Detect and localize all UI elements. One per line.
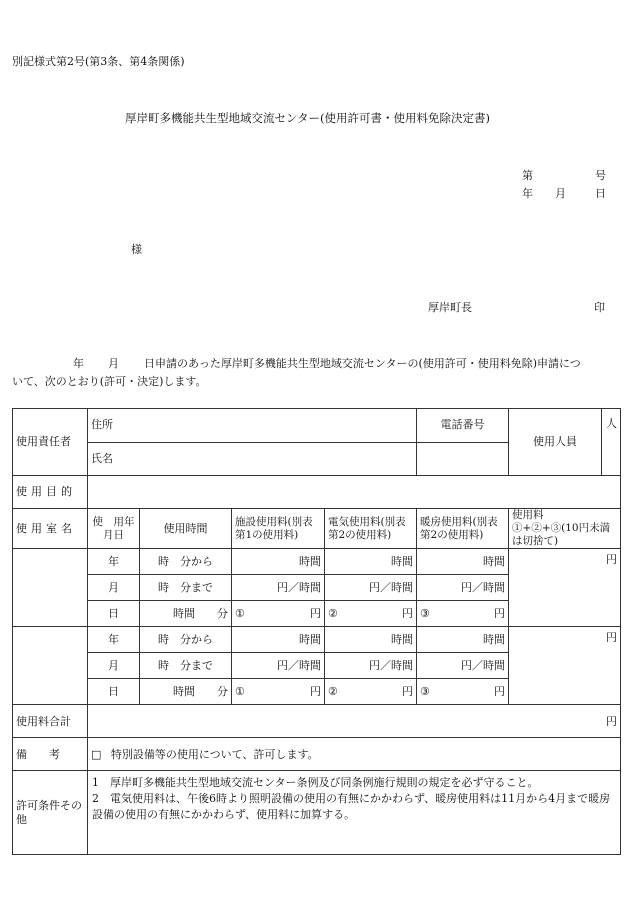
- condition-1: 1 厚岸町多機能共生型地域交流センター条例及び同条例施行規則の規定を必ず守ること。: [92, 776, 539, 790]
- electric-fee-yen-1: 円: [402, 607, 414, 620]
- total-label: 使用料合計: [13, 705, 88, 738]
- purpose-value[interactable]: [88, 476, 621, 509]
- facility-rate-2: 円／時間: [232, 653, 325, 679]
- total-fee-header: 使用料 ①+②+③(10円未満は切捨て): [509, 509, 621, 549]
- electric-fee-header: 電気使用料(別表第2の使用料): [325, 509, 417, 549]
- circle-2-label: ②: [328, 685, 338, 698]
- room-name-2[interactable]: [13, 627, 88, 705]
- seal-mark: 印: [594, 301, 605, 314]
- responsible-label: 使用責任者: [13, 409, 88, 476]
- users-unit: 人: [606, 417, 618, 430]
- intro-line1: 日申請のあった厚岸町多機能共生型地域交流センターの(使用許可・使用料免除)申請につ: [144, 357, 581, 370]
- remarks-label: 備 考: [13, 738, 88, 771]
- electric-hours-2: 時間: [325, 627, 417, 653]
- date-year-2: 年: [88, 627, 140, 653]
- heating-rate-1: 円／時間: [417, 575, 509, 601]
- time-duration-2: 時間 分: [140, 679, 232, 705]
- time-to-2: 時 分まで: [140, 653, 232, 679]
- condition-2: 2 電気使用料は、午後6時より照明設備の使用の有無にかかわらず、暖房使用料は11月から4月まで暖房設備の使用の有無にかかわらず、使用料に加算する。: [92, 792, 611, 822]
- address-value[interactable]: [140, 409, 417, 443]
- facility-fee-yen-1: 円: [310, 607, 321, 620]
- electric-hours-1: 時間: [325, 549, 417, 575]
- heating-fee-header: 暖房使用料(別表第2の使用料): [417, 509, 509, 549]
- facility-rate-1: 円／時間: [232, 575, 325, 601]
- circle-3-label: ③: [420, 685, 430, 698]
- heating-fee-yen-1: 円: [494, 607, 506, 620]
- issuer: 厚岸町長: [428, 301, 472, 314]
- electric-rate-1: 円／時間: [325, 575, 417, 601]
- circle-2-label: ②: [328, 607, 338, 620]
- address-label: 住所: [88, 409, 140, 443]
- date-month-2: 月: [88, 653, 140, 679]
- number-dai: 第: [522, 169, 533, 182]
- room-label: 使用室名: [13, 509, 88, 549]
- time-header: 使用時間: [140, 509, 232, 549]
- time-duration-1: 時間 分: [140, 601, 232, 627]
- date-day: 日: [595, 187, 606, 200]
- date-month-1: 月: [88, 575, 140, 601]
- date-header: 使 用年月日: [88, 509, 140, 549]
- circle-1-label: ①: [235, 685, 245, 698]
- intro-month: 月: [108, 357, 119, 370]
- date-day-2: 日: [88, 679, 140, 705]
- purpose-label: 使用目的: [13, 476, 88, 509]
- intro-line2: いて、次のとおり(許可・決定)します。: [12, 375, 207, 388]
- time-to-1: 時 分まで: [140, 575, 232, 601]
- conditions-label: 許可条件その他: [13, 771, 88, 855]
- date-year: 年: [522, 187, 533, 200]
- intro-year: 年: [73, 357, 84, 370]
- heating-rate-2: 円／時間: [417, 653, 509, 679]
- users-label: 使用人員: [509, 409, 602, 475]
- electric-rate-2: 円／時間: [325, 653, 417, 679]
- name-label: 氏名: [88, 442, 140, 476]
- time-from-1: 時 分から: [140, 549, 232, 575]
- remarks-checkbox[interactable]: □: [91, 747, 102, 761]
- heating-fee-yen-2: 円: [494, 685, 506, 698]
- circle-1-label: ①: [235, 607, 245, 620]
- room-name-1[interactable]: [13, 549, 88, 627]
- facility-fee-yen-2: 円: [310, 685, 321, 698]
- facility-hours-2: 時間: [232, 627, 325, 653]
- number-go: 号: [595, 169, 606, 182]
- heating-hours-2: 時間: [417, 627, 509, 653]
- date-day-1: 日: [88, 601, 140, 627]
- electric-fee-yen-2: 円: [402, 685, 414, 698]
- phone-value[interactable]: [417, 442, 509, 476]
- date-month: 月: [555, 187, 566, 200]
- permit-form-table: [12, 408, 621, 855]
- facility-hours-1: 時間: [232, 549, 325, 575]
- facility-fee-header: 施設使用料(別表第1の使用料): [232, 509, 325, 549]
- addressee-suffix: 様: [131, 243, 142, 256]
- circle-3-label: ③: [420, 607, 430, 620]
- total-fee-2: 円: [509, 627, 621, 705]
- phone-label: 電話番号: [417, 409, 509, 443]
- remarks-text: 特別設備等の使用について、許可します。: [110, 747, 319, 761]
- form-number: 別記様式第2号(第3条、第4条関係): [12, 55, 185, 68]
- total-fee-1: 円: [509, 549, 621, 627]
- date-year-1: 年: [88, 549, 140, 575]
- time-from-2: 時 分から: [140, 627, 232, 653]
- grand-total-yen: 円: [88, 705, 621, 738]
- name-value[interactable]: [140, 442, 417, 476]
- heating-hours-1: 時間: [417, 549, 509, 575]
- document-title: 厚岸町多機能共生型地域交流センター(使用許可書・使用料免除決定書): [125, 111, 491, 125]
